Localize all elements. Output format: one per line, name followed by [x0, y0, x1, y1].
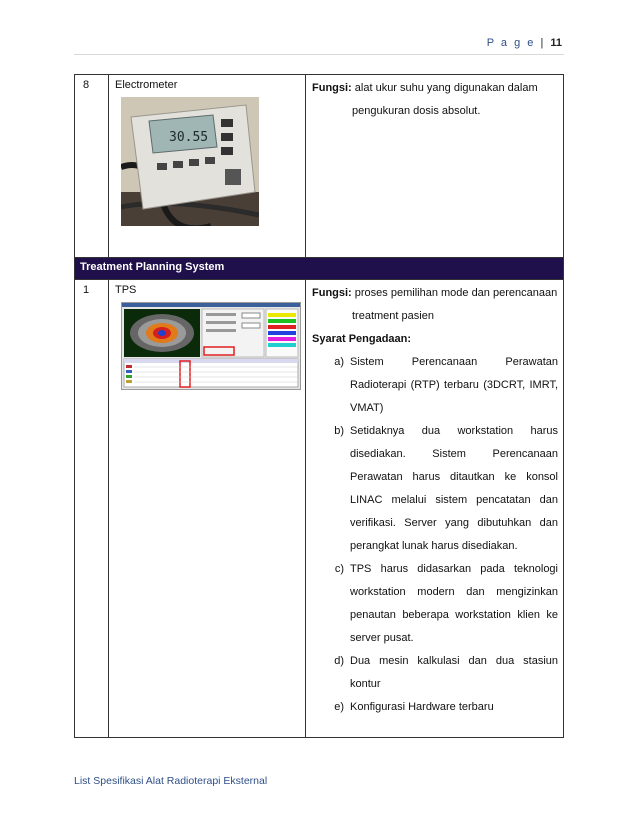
electrometer-display-reading: 30.55	[169, 130, 209, 145]
list-item: a) Sistem Perencanaan Perawatan Radioterapi (RTP) terbaru (3DCRT, IMRT, VMAT)	[334, 356, 558, 414]
requirements-list	[312, 351, 558, 719]
row-equipment	[109, 75, 306, 258]
row-number: 8	[75, 75, 109, 258]
page-header	[487, 37, 562, 49]
row-description	[306, 75, 564, 258]
electrometer-photo	[121, 97, 259, 226]
equipment-name: TPS	[115, 284, 137, 296]
row-equipment	[109, 280, 306, 738]
page-label: P a g e	[486, 37, 536, 49]
electrometer-illustration	[121, 97, 259, 226]
tps-illustration	[122, 303, 300, 389]
list-item: c) TPS harus didasarkan pada teknologi workstation modern dan mengizinkan penautan beberapa workstation klien ke server pusat.	[334, 563, 558, 644]
list-item: d) Dua mesin kalkulasi dan dua stasiun kontur	[334, 655, 558, 690]
section-header-row	[75, 258, 564, 280]
equipment-name: Electrometer	[115, 79, 178, 91]
table-row-tps	[75, 280, 564, 738]
syarat-label: Syarat Pengadaan:	[312, 333, 412, 345]
table-row-electrometer	[75, 75, 564, 258]
list-item: e) Konfigurasi Hardware terbaru	[334, 701, 494, 713]
page-separator: |	[540, 37, 546, 49]
fungsi-text-line2: treatment pasien	[352, 310, 434, 322]
fungsi-text-line2: pengukuran dosis absolut.	[352, 105, 481, 117]
list-item: b) Setidaknya dua workstation harus disediakan. Sistem Perencanaan Perawatan harus ditautkan ke konsol LINAC melalui sistem pencatatan dan verifikasi. Server yang dibutuhkan dan perangkat lunak harus disediakan.	[334, 425, 558, 552]
page-footer: List Spesifikasi Alat Radioterapi Eksternal	[74, 775, 268, 787]
row-description	[306, 280, 564, 738]
row-number: 1	[75, 280, 109, 738]
fungsi-label: Fungsi:	[312, 82, 352, 94]
header-divider	[74, 54, 564, 55]
fungsi-label: Fungsi:	[312, 287, 352, 299]
page-number: 11	[550, 37, 562, 49]
spec-table	[74, 74, 564, 738]
fungsi-text-line1: alat ukur suhu yang digunakan dalam	[354, 82, 538, 94]
tps-screenshot	[121, 302, 301, 390]
fungsi-text-line1: proses pemilihan mode dan perencanaan	[354, 287, 558, 299]
section-title: Treatment Planning System	[75, 258, 564, 280]
